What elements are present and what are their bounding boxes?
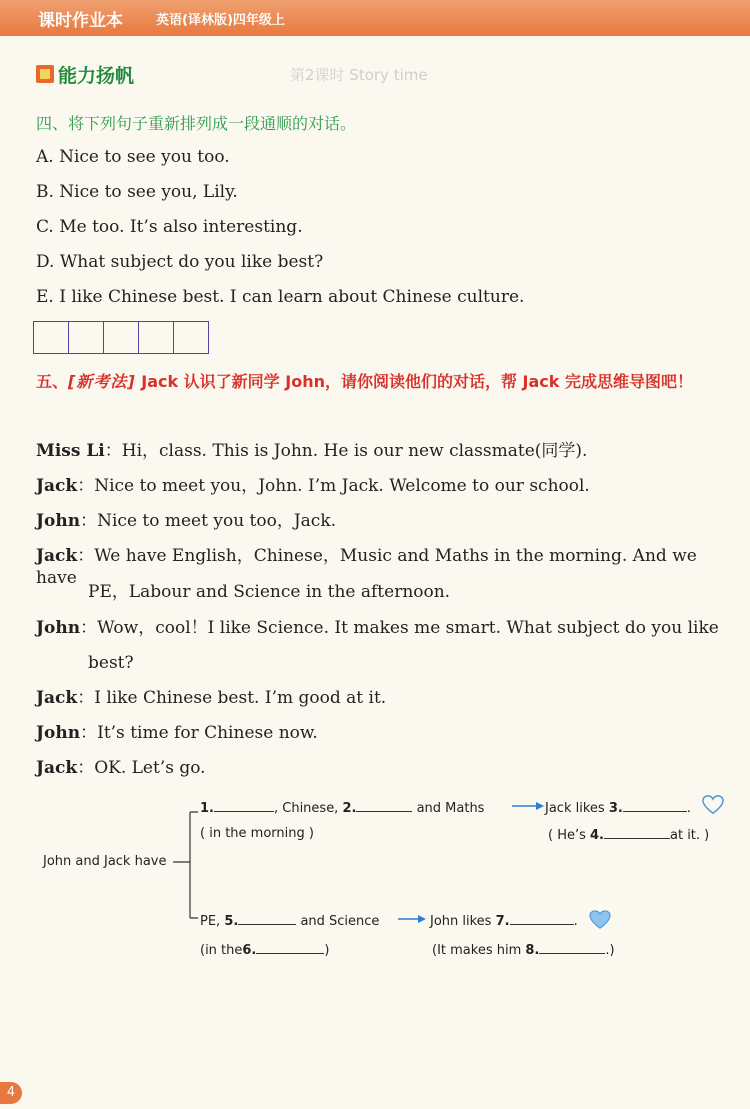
mindmap-it-makes bbox=[432, 941, 615, 959]
blank-number: 7. bbox=[495, 914, 510, 929]
dialogue-continuation: PE，Labour and Science in the afternoon. bbox=[88, 582, 451, 602]
q5-number: 五、 bbox=[36, 372, 69, 391]
page-number: 4 bbox=[0, 1082, 22, 1104]
speaker: Jack bbox=[36, 688, 78, 708]
mindmap-text: ( He’s bbox=[548, 828, 591, 843]
mindmap-text: .) bbox=[605, 943, 615, 958]
subject-label: 英语(译林版)四年级上 bbox=[156, 13, 285, 28]
blank-number: 5. bbox=[224, 914, 239, 929]
mindmap-text: (It makes him bbox=[432, 943, 526, 958]
mindmap-text: ) bbox=[324, 943, 330, 958]
mindmap-text: and Science bbox=[296, 914, 380, 929]
answer-blank[interactable] bbox=[623, 799, 687, 812]
q5-instruction: Jack 认识了新同学 John，请你阅读他们的对话，帮 Jack 完成思维导图吧！ bbox=[141, 372, 693, 391]
mindmap-in-the bbox=[200, 941, 329, 959]
utterance: ：I like Chinese best. I’m good at it. bbox=[77, 688, 387, 708]
speaker: Jack bbox=[36, 476, 78, 496]
speaker: Jack bbox=[36, 546, 78, 566]
utterance: ：We have English，Chinese，Music and Maths in the morning. And we have bbox=[36, 546, 697, 588]
mindmap-text: . bbox=[686, 801, 691, 816]
speaker: Jack bbox=[36, 758, 78, 778]
mindmap-text: (in the bbox=[200, 943, 243, 958]
answer-blank[interactable] bbox=[256, 941, 324, 954]
sentence-d: D. What subject do you like best? bbox=[36, 252, 324, 272]
utterance: ：It’s time for Chinese now. bbox=[80, 723, 318, 743]
speaker: John bbox=[36, 618, 81, 638]
answer-blank[interactable] bbox=[356, 799, 412, 812]
sentence-c: C. Me too. It’s also interesting. bbox=[36, 217, 303, 237]
mindmap-text: . bbox=[573, 914, 578, 929]
mindmap-row-afternoon bbox=[200, 912, 379, 930]
answer-blank[interactable] bbox=[539, 941, 605, 954]
blank-number: 4. bbox=[590, 828, 604, 843]
mindmap-text: and Maths bbox=[412, 801, 485, 816]
mindmap-text: at it. ) bbox=[670, 828, 710, 843]
sentence-a: A. Nice to see you too. bbox=[36, 147, 230, 167]
heart-icon bbox=[702, 795, 724, 815]
speaker: John bbox=[36, 723, 81, 743]
answer-blank[interactable] bbox=[510, 912, 574, 925]
mindmap-john-likes bbox=[430, 912, 578, 930]
mindmap-text: Jack likes bbox=[545, 801, 609, 816]
answer-blank[interactable] bbox=[214, 799, 274, 812]
mindmap-text: PE, bbox=[200, 914, 225, 929]
speaker: Miss Li bbox=[36, 441, 105, 461]
utterance: ：Hi，class. This is John. He is our new classmate(同学). bbox=[104, 441, 588, 461]
utterance: ：Nice to meet you，John. I’m Jack. Welcome to our school. bbox=[77, 476, 590, 496]
mindmap-text: John likes bbox=[430, 914, 496, 929]
book-title: 课时作业本 bbox=[38, 11, 123, 31]
mindmap-jack-likes bbox=[545, 799, 691, 817]
utterance: ：Wow，cool！I like Science. It makes me smart. What subject do you like bbox=[80, 618, 719, 638]
blank-number: 8. bbox=[525, 943, 540, 958]
sentence-b: B. Nice to see you, Lily. bbox=[36, 182, 238, 202]
new-exam-badge: [新考法] bbox=[68, 372, 136, 391]
heart-icon bbox=[589, 910, 611, 930]
mindmap-in-morning: ( in the morning ) bbox=[200, 826, 314, 841]
blank-number: 6. bbox=[242, 943, 257, 958]
faded-heading: 第2课时 Story time bbox=[290, 66, 428, 84]
blank-number: 1. bbox=[200, 801, 214, 816]
mindmap-text: , Chinese, bbox=[273, 801, 343, 816]
utterance: ：OK. Let’s go. bbox=[77, 758, 206, 778]
section-title: 能力扬帆 bbox=[58, 65, 135, 87]
blank-number: 3. bbox=[608, 801, 623, 816]
mindmap-hes bbox=[548, 826, 709, 844]
q4-heading: 四、将下列句子重新排列成一段通顺的对话。 bbox=[36, 114, 357, 133]
speaker: John bbox=[36, 511, 81, 531]
sentence-e: E. I like Chinese best. I can learn about Chinese culture. bbox=[36, 287, 525, 307]
mindmap-row-morning bbox=[200, 799, 484, 817]
dialogue-continuation: best? bbox=[88, 653, 134, 673]
answer-blank[interactable] bbox=[238, 912, 296, 925]
blank-number: 2. bbox=[342, 801, 357, 816]
mindmap-root: John and Jack have bbox=[43, 854, 167, 869]
utterance: ：Nice to meet you too，Jack. bbox=[80, 511, 337, 531]
answer-blank[interactable] bbox=[604, 826, 670, 839]
